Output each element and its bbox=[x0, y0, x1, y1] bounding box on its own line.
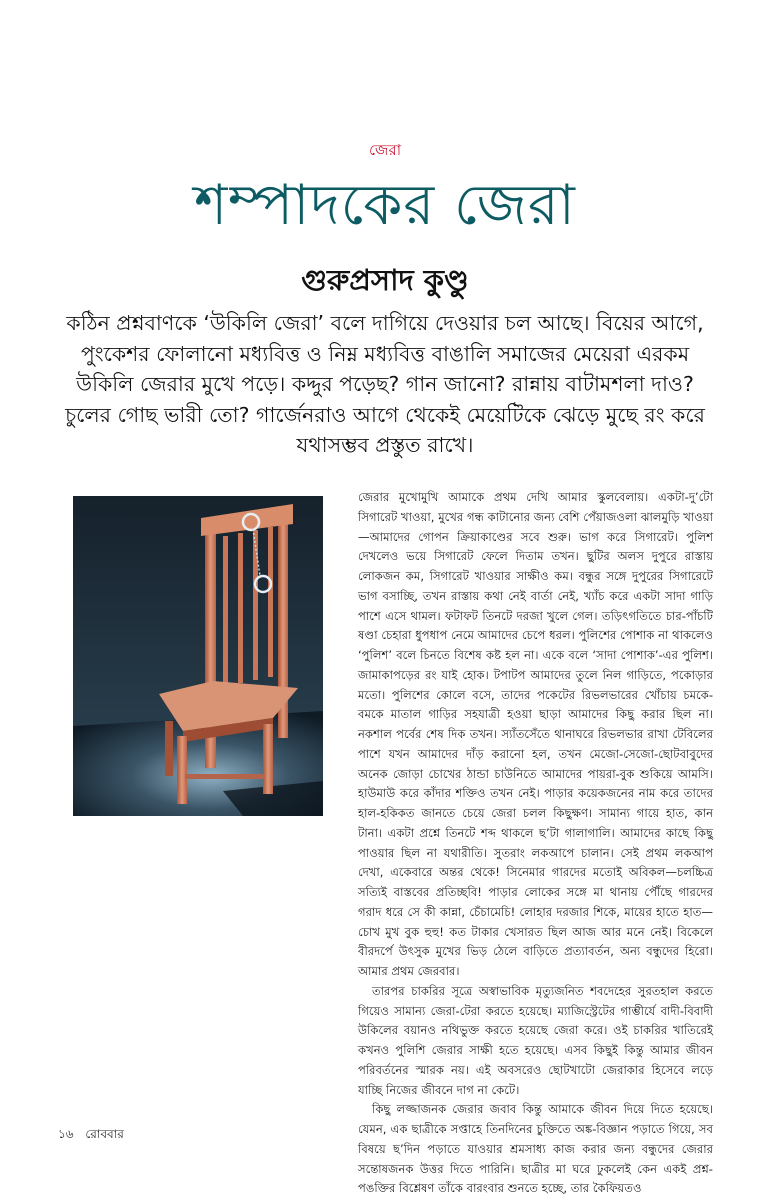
article-body bbox=[358, 488, 713, 1199]
page-footer bbox=[58, 1126, 132, 1146]
article-illustration bbox=[73, 496, 323, 816]
lede-paragraph: কঠিন প্রশ্নবাণকে ‘উকিলি জেরা’ বলে দাগিয়ে দেওয়ার চল আছে। বিয়ের আগে, পুংকেশর ফোলানো মধ্যবিত্ত ও নিম্ন মধ্যবিত্ত বাঙালি সমাজের মেয়েরা এরকম উকিলি জেরার মুখে পড়ে। কদ্দুর পড়েছ? গান জানো? রান্নায় বাটামশলা দাও? চুলের গোছ ভারী তো? গার্জেনরাও আগে থেকেই মেয়েটিকে ঝেড়ে মুছে রং করে যথাসম্ভব প্রস্তুত রাখে। bbox=[65, 311, 705, 457]
chair-with-handcuffs-icon bbox=[73, 496, 323, 816]
page-title: শম্পাদকের জেরা bbox=[194, 173, 576, 238]
page-number: ১৬ bbox=[58, 1127, 74, 1141]
body-paragraph: জেরার মুখোমুখি আমাকে প্রথম দেখি আমার স্কুলবেলায়। একটা-দু’টো সিগারেট খাওয়া, মুখের গন্ধ কাটানোর জন্য বেশি পেঁয়াজওলা ঝালমুড়ি খাওয়া—আমাদের গোপন ক্রিয়াকাণ্ডের সবে শুরু। ভাগ করে সিগারেট। পুলিশ দেখলেও ভয়ে সিগারেট ফেলে দিতাম তখন। ছুটির অলস দুপুরে রাস্তায় লোকজন কম, সিগারেট খাওয়ার সাক্ষীও কম। বন্ধুর সঙ্গে দুপুরের সিগারেটে ভাগ বসাচ্ছি, তখন রাস্তায় কথা নেই বার্তা নেই, খ্যাঁচ করে একটা সাদা গাড়ি পাশে এসে থামল। ফটাফট তিনটে দরজা খুলে গেল। তড়িৎগতিতে চার-পাঁচটি ষণ্ডা চেহারা ধুপধাপ নেমে আমাদের চেপে ধরল। পুলিশের পোশাক না থাকলেও ‘পুলিশ’ বলে চিনতে বিশেষ কষ্ট হল না। একে বলে ‘সাদা পোশাক’-এর পুলিশ। জামাকাপড়ের রং যাই হোক। টপাটপ আমাদের তুলে নিল গাড়িতে, পকোড়ার মতো। পুলিশের কোলে বসে, তাদের পকেটের রিভলভারের খোঁচায় চমকে-বমকে মাতাল গাড়ির সহযাত্রী হওয়া ছাড়া আমাদের কিছু করার ছিল না। নকশাল পর্বের শেষ দিক তখন। স্যাঁতসেঁতে থানাঘরে রিভলভার রাখা টেবিলের পাশে যখন আমাদের দাঁড় করানো হল, তখন মেজো-সেজো-ছোটবাবুদের অনেক জোড়া চোখের ঠান্ডা চাউনিতে আমাদের পায়রা-বুক শুকিয়ে আমসি। হাউমাউ করে কাঁদার শক্তিও তখন নেই। পাড়ার কয়েকজনের নাম করে তাদের হাল-হকিকত জানতে চেয়ে জেরা চলল কিছুক্ষণ। সামান্য গায়ে হাত, কান টানা। একটা প্রশ্নে তিনটে শব্দ থাকলে ছ’টা গালাগালি। আমাদের কাছে কিছু পাওয়ার ছিল না যথারীতি। সুতরাং লকআপে চালান। সেই প্রথম লকআপ দেখা, একেবারে অন্তর থেকে! সিনেমার গারদের মতোই অবিকল—চলচ্চিত্র সত্যিই বাস্তবের প্রতিচ্ছবি! পাড়ার লোকের সঙ্গে মা থানায় পৌঁছে গারদের গরাদ ধরে সে কী কান্না, চেঁচামেচি! লোহার দরজার শিকে, মায়ের হাতে হাত—চোখ মুখ বুক হুহু! কত টাকার খেসারত ছিল আজ আর মনে নেই। বিকেলে বীরদর্পে উৎসুক মুখের ভিড় ঠেলে বাড়িতে প্রত্যাবর্তন, অন্য বন্ধুদের হিরো। আমার প্রথম জেরবার। bbox=[358, 490, 713, 978]
publication-name: রোববার bbox=[85, 1127, 124, 1141]
section-tag: জেরা bbox=[368, 141, 402, 159]
author-byline: গুরুপ্রসাদ কুণ্ডু bbox=[301, 263, 469, 297]
body-paragraph: কিছু লজ্জাজনক জেরার জবাব কিন্তু আমাকে জীবন দিয়ে দিতে হয়েছে। যেমন, এক ছাত্রীকে সপ্তাহে তিনদিনের চুক্তিতে অঙ্ক-বিজ্ঞান পড়াতে গিয়ে, সব বিষয়ে ছ’দিন পড়াতে যাওয়ার শ্রমসাধ্য কাজ করার জন্য বন্ধুদের জেরার সন্তোষজনক উত্তর দিতে পারিনি। ছাত্রীর মা ঘরে ঢুকলেই কেন একই প্রশ্ন-পঙক্তির বিশ্লেষণ তাঁকে বারংবার শুনতে হচ্ছে, তার কৈফিয়তও bbox=[358, 1102, 713, 1196]
body-paragraph: তারপর চাকরির সূত্রে অস্বাভাবিক মৃত্যুজনিত শবদেহের সুরতহাল করতে গিয়েও সামান্য জেরা-টেরা করতে হয়েছে। ম্যাজিস্ট্রেটের গাম্ভীর্যে বাদী-বিবাদী উকিলের বয়ানও নথিভুক্ত করতে হয়েছে জেরা করে। ওই চাকরির খাতিরেই কখনও পুলিশি জেরার সাক্ষী হতে হয়েছে। এসব কিছুই কিন্তু আমার জীবন পরিবর্তনের স্মারক নয়। এই অবসরেও ছোটখাটো জেরাকার হিসেবে লড়ে যাচ্ছি নিজের জীবনে দাগ না কেটে। bbox=[358, 983, 713, 1097]
